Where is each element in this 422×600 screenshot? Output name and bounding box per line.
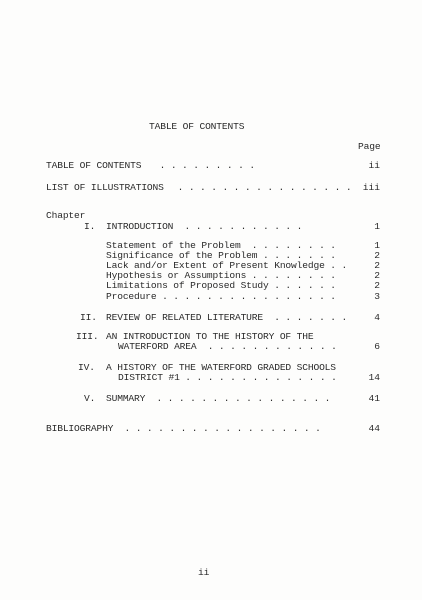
chapter-page: 6 xyxy=(374,341,380,352)
chapter-page: 1 xyxy=(374,221,380,232)
toc-entry-page: ii xyxy=(368,160,380,171)
bibliography-page: 44 xyxy=(368,423,380,434)
section-entry: Significance of the Problem . . . . . . . xyxy=(106,250,336,261)
chapter-title: REVIEW OF RELATED LITERATURE . . . . . . . xyxy=(106,312,348,323)
page-column-header: Page xyxy=(358,141,381,152)
chapter-page: 41 xyxy=(368,393,380,404)
chapter-title-continued: DISTRICT #1 . . . . . . . . . . . . . . xyxy=(118,372,337,383)
section-page: 2 xyxy=(374,260,380,271)
section-page: 2 xyxy=(374,280,380,291)
chapter-title-continued: WATERFORD AREA . . . . . . . . . . . . xyxy=(118,341,337,352)
chapter-title: SUMMARY . . . . . . . . . . . . . . . . xyxy=(106,393,331,404)
section-entry: Lack and/or Extent of Present Knowledge . . xyxy=(106,260,348,271)
chapter-title: INTRODUCTION . . . . . . . . . . . xyxy=(106,221,303,232)
section-page: 1 xyxy=(374,240,380,251)
chapter-numeral: V. xyxy=(84,393,96,404)
section-page: 2 xyxy=(374,250,380,261)
chapter-numeral: I. xyxy=(84,221,96,232)
chapter-numeral: III. xyxy=(76,331,99,342)
chapter-column-header: Chapter xyxy=(46,210,86,221)
toc-entry-leader: . . . . . . . . . xyxy=(154,160,255,171)
toc-entry-leader: . . . . . . . . . . . . . . . . xyxy=(172,182,352,193)
page-title: TABLE OF CONTENTS xyxy=(149,121,245,132)
section-entry: Procedure . . . . . . . . . . . . . . . . xyxy=(106,291,336,302)
section-page: 3 xyxy=(374,291,380,302)
section-entry: Hypothesis or Assumptions . . . . . . . . xyxy=(106,270,336,281)
section-entry: Limitations of Proposed Study . . . . . . xyxy=(106,280,336,291)
chapter-numeral: IV. xyxy=(78,362,95,373)
toc-entry-label: LIST OF ILLUSTRATIONS xyxy=(46,182,164,193)
chapter-numeral: II. xyxy=(80,312,97,323)
bibliography-entry: BIBLIOGRAPHY . . . . . . . . . . . . . . . . . . xyxy=(46,423,321,434)
toc-entry-label: TABLE OF CONTENTS xyxy=(46,160,142,171)
section-entry: Statement of the Problem . . . . . . . . xyxy=(106,240,336,251)
chapter-page: 14 xyxy=(368,372,380,383)
chapter-title: A HISTORY OF THE WATERFORD GRADED SCHOOLS xyxy=(106,362,336,373)
toc-entry-page: iii xyxy=(362,182,380,193)
footer-page-number: ii xyxy=(198,567,210,578)
section-page: 2 xyxy=(374,270,380,281)
chapter-title: AN INTRODUCTION TO THE HISTORY OF THE xyxy=(106,331,314,342)
chapter-page: 4 xyxy=(374,312,380,323)
